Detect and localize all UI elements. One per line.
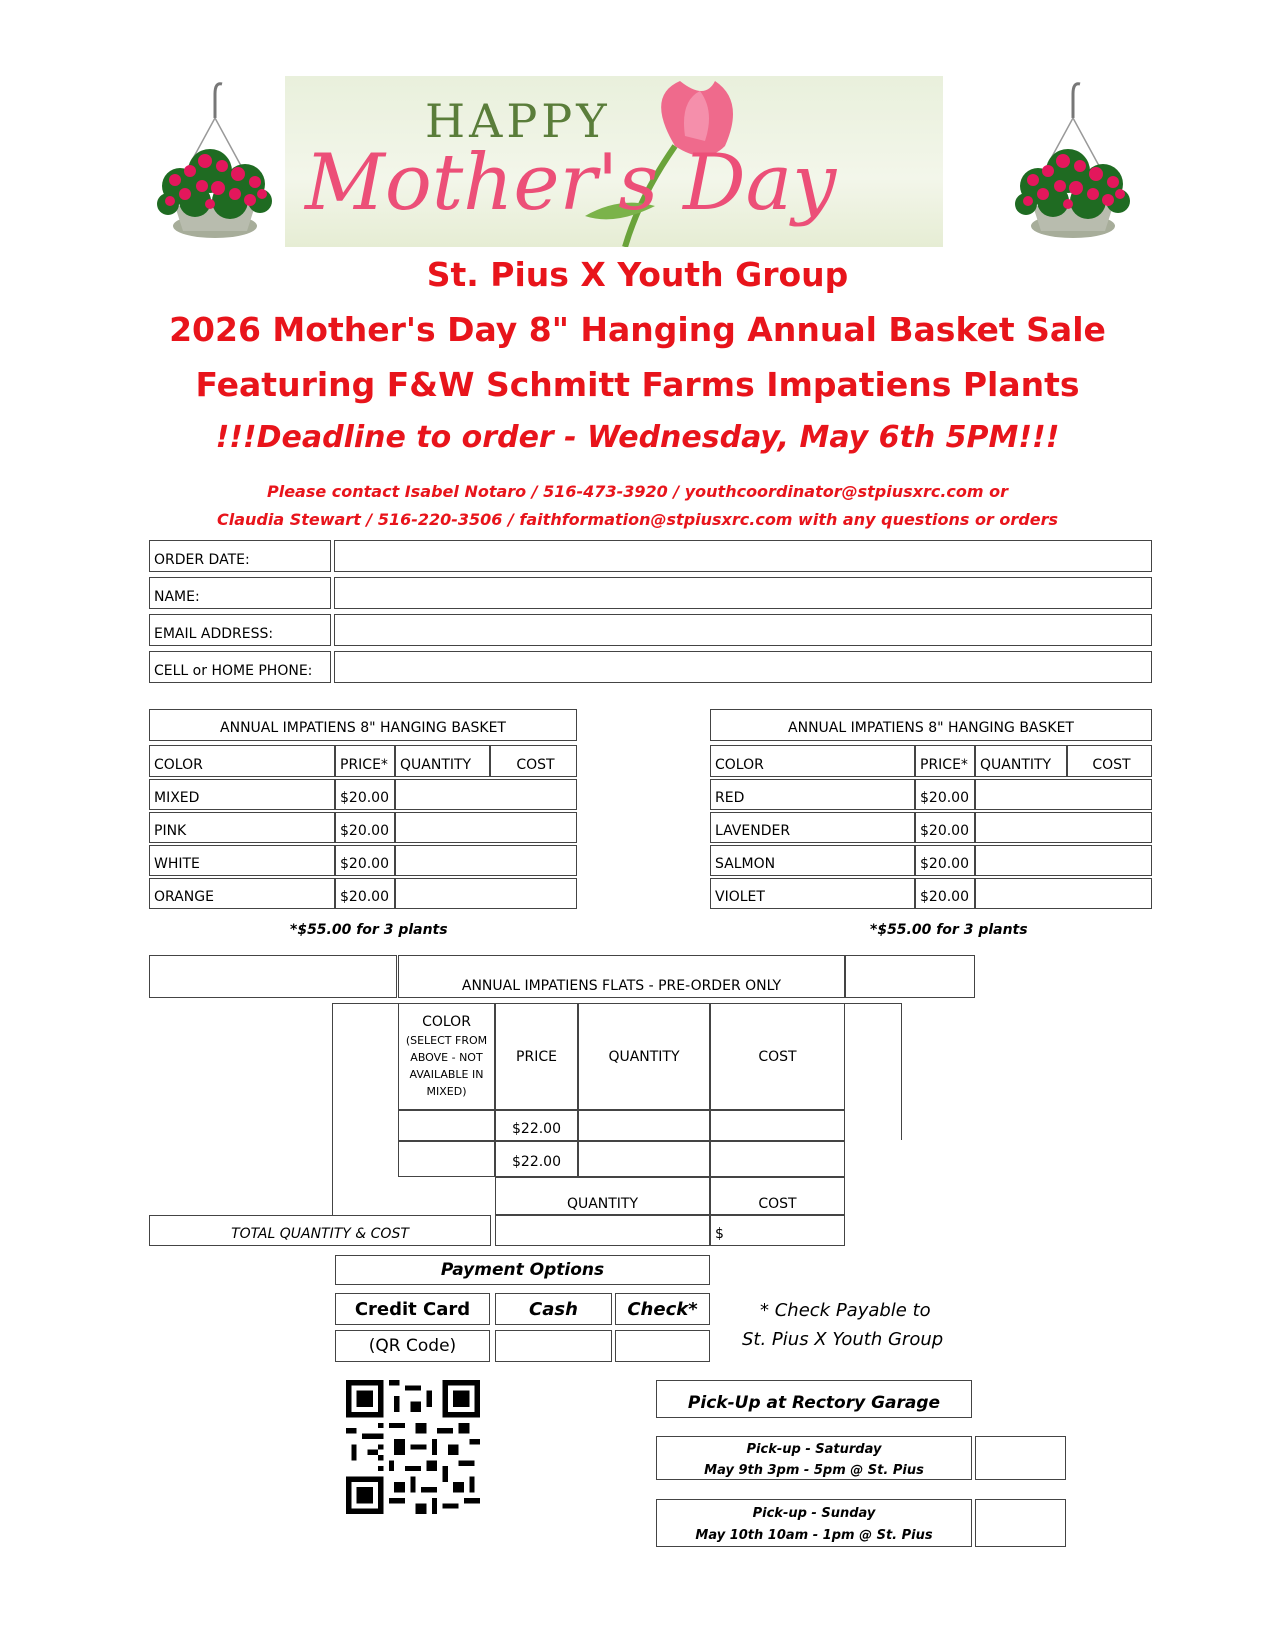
flats-left-spacer [149, 955, 397, 998]
flats-col-color-label: COLOR [422, 1014, 471, 1030]
phone-field[interactable] [334, 651, 1152, 683]
left-row-qty-cost[interactable] [395, 878, 577, 909]
payment-cash[interactable]: Cash [495, 1293, 612, 1325]
left-row-color: ORANGE [149, 878, 335, 909]
left-col-qty: QUANTITY [395, 745, 490, 777]
totals-cost-field[interactable]: $ [710, 1215, 845, 1246]
contact-line-2: Claudia Stewart / 516-220-3506 / faithformation@stpiusxrc.com with any questions or orders [216, 510, 1058, 529]
right-row-color: SALMON [710, 845, 915, 876]
title-featuring: Featuring F&W Schmitt Farms Impatiens Plants [195, 365, 1080, 404]
pickup-saturday-line2: May 9th 3pm - 5pm @ St. Pius [704, 1463, 924, 1478]
pickup-title: Pick-Up at Rectory Garage [656, 1380, 972, 1418]
left-row-price: $20.00 [335, 812, 395, 843]
payment-check-box[interactable] [615, 1330, 710, 1362]
flats-right-spacer [845, 955, 975, 998]
left-row-price: $20.00 [335, 779, 395, 810]
left-row-color: MIXED [149, 779, 335, 810]
payment-check[interactable]: Check* [615, 1293, 710, 1325]
flats-row2-price: $22.00 [495, 1141, 578, 1177]
pickup-saturday-box[interactable] [975, 1436, 1066, 1480]
right-row-color: LAVENDER [710, 812, 915, 843]
flats-col-color-note: (SELECT FROM ABOVE - NOT AVAILABLE IN MIXED) [405, 1034, 488, 1098]
flats-row1-qty[interactable] [578, 1110, 710, 1141]
banner-happy: HAPPY [425, 94, 611, 148]
left-row-color: WHITE [149, 845, 335, 876]
title-sale: 2026 Mother's Day 8" Hanging Annual Basket Sale [169, 310, 1106, 349]
totals-cost-header: COST [710, 1177, 845, 1215]
pickup-sunday-line1: Pick-up - Sunday [752, 1506, 876, 1521]
right-row-price: $20.00 [915, 812, 975, 843]
contact-line-1: Please contact Isabel Notaro / 516-473-3920 / youthcoordinator@stpiusxrc.com or [266, 482, 1008, 501]
right-row-color: VIOLET [710, 878, 915, 909]
pickup-sunday-box[interactable] [975, 1499, 1066, 1547]
right-row-price: $20.00 [915, 878, 975, 909]
left-row-price: $20.00 [335, 845, 395, 876]
flats-col-qty: QUANTITY [578, 1003, 710, 1110]
basket-table-right-title: ANNUAL IMPATIENS 8" HANGING BASKET [710, 709, 1152, 741]
pickup-sunday [656, 1499, 972, 1547]
basket-table-left-title: ANNUAL IMPATIENS 8" HANGING BASKET [149, 709, 577, 741]
right-row-qty-cost[interactable] [975, 812, 1152, 843]
flats-row1-color[interactable] [398, 1110, 495, 1141]
right-col-color: COLOR [710, 745, 915, 777]
email-field[interactable] [334, 614, 1152, 646]
qr-code[interactable] [346, 1380, 480, 1514]
deadline-text: !!!Deadline to order - Wednesday, May 6th 5PM!!! [215, 420, 1060, 455]
left-row-color: PINK [149, 812, 335, 843]
order-date-label: ORDER DATE: [149, 540, 331, 572]
flats-frame-right [901, 1003, 902, 1140]
flats-row2-color[interactable] [398, 1141, 495, 1177]
flats-row1-price: $22.00 [495, 1110, 578, 1141]
left-bundle-note: *$55.00 for 3 plants [290, 922, 448, 938]
right-col-price: PRICE* [915, 745, 975, 777]
flats-col-color [398, 1003, 495, 1110]
right-row-price: $20.00 [915, 779, 975, 810]
right-row-qty-cost[interactable] [975, 779, 1152, 810]
pickup-sunday-line2: May 10th 10am - 1pm @ St. Pius [695, 1528, 933, 1543]
pickup-saturday-line1: Pick-up - Saturday [746, 1442, 882, 1457]
left-col-cost: COST [490, 745, 577, 777]
flats-col-cost: COST [710, 1003, 845, 1110]
banner-script: Mother's Day [305, 138, 837, 228]
flats-title: ANNUAL IMPATIENS FLATS - PRE-ORDER ONLY [398, 955, 845, 998]
phone-label: CELL or HOME PHONE: [149, 651, 331, 683]
pickup-saturday [656, 1436, 972, 1480]
left-row-price: $20.00 [335, 878, 395, 909]
payment-title: Payment Options [335, 1255, 710, 1285]
name-label: NAME: [149, 577, 331, 609]
flats-frame-left [332, 1003, 333, 1215]
left-row-qty-cost[interactable] [395, 812, 577, 843]
right-col-qty: QUANTITY [975, 745, 1067, 777]
flats-row2-cost[interactable] [710, 1141, 845, 1177]
hanging-basket-left [150, 76, 280, 241]
left-col-price: PRICE* [335, 745, 395, 777]
left-row-qty-cost[interactable] [395, 779, 577, 810]
left-row-qty-cost[interactable] [395, 845, 577, 876]
order-date-field[interactable] [334, 540, 1152, 572]
email-label: EMAIL ADDRESS: [149, 614, 331, 646]
payment-cash-box[interactable] [495, 1330, 612, 1362]
right-bundle-note: *$55.00 for 3 plants [870, 922, 1028, 938]
hanging-basket-right [1008, 76, 1138, 241]
totals-qty-header: QUANTITY [495, 1177, 710, 1215]
flats-row1-cost[interactable] [710, 1110, 845, 1141]
title-youth-group: St. Pius X Youth Group [426, 255, 849, 294]
totals-label: TOTAL QUANTITY & COST [149, 1215, 491, 1246]
payment-credit-card[interactable]: Credit Card [335, 1293, 490, 1325]
mothers-day-banner [285, 76, 943, 247]
check-payable-note-2: St. Pius X Youth Group [742, 1329, 944, 1350]
right-row-color: RED [710, 779, 915, 810]
flats-row2-qty[interactable] [578, 1141, 710, 1177]
payment-qr-label: (QR Code) [335, 1330, 490, 1362]
flats-col-price: PRICE [495, 1003, 578, 1110]
check-payable-note-1: * Check Payable to [760, 1300, 931, 1321]
right-row-price: $20.00 [915, 845, 975, 876]
totals-qty-field[interactable] [495, 1215, 710, 1246]
name-field[interactable] [334, 577, 1152, 609]
right-col-cost: COST [1067, 745, 1152, 777]
right-row-qty-cost[interactable] [975, 845, 1152, 876]
left-col-color: COLOR [149, 745, 335, 777]
right-row-qty-cost[interactable] [975, 878, 1152, 909]
